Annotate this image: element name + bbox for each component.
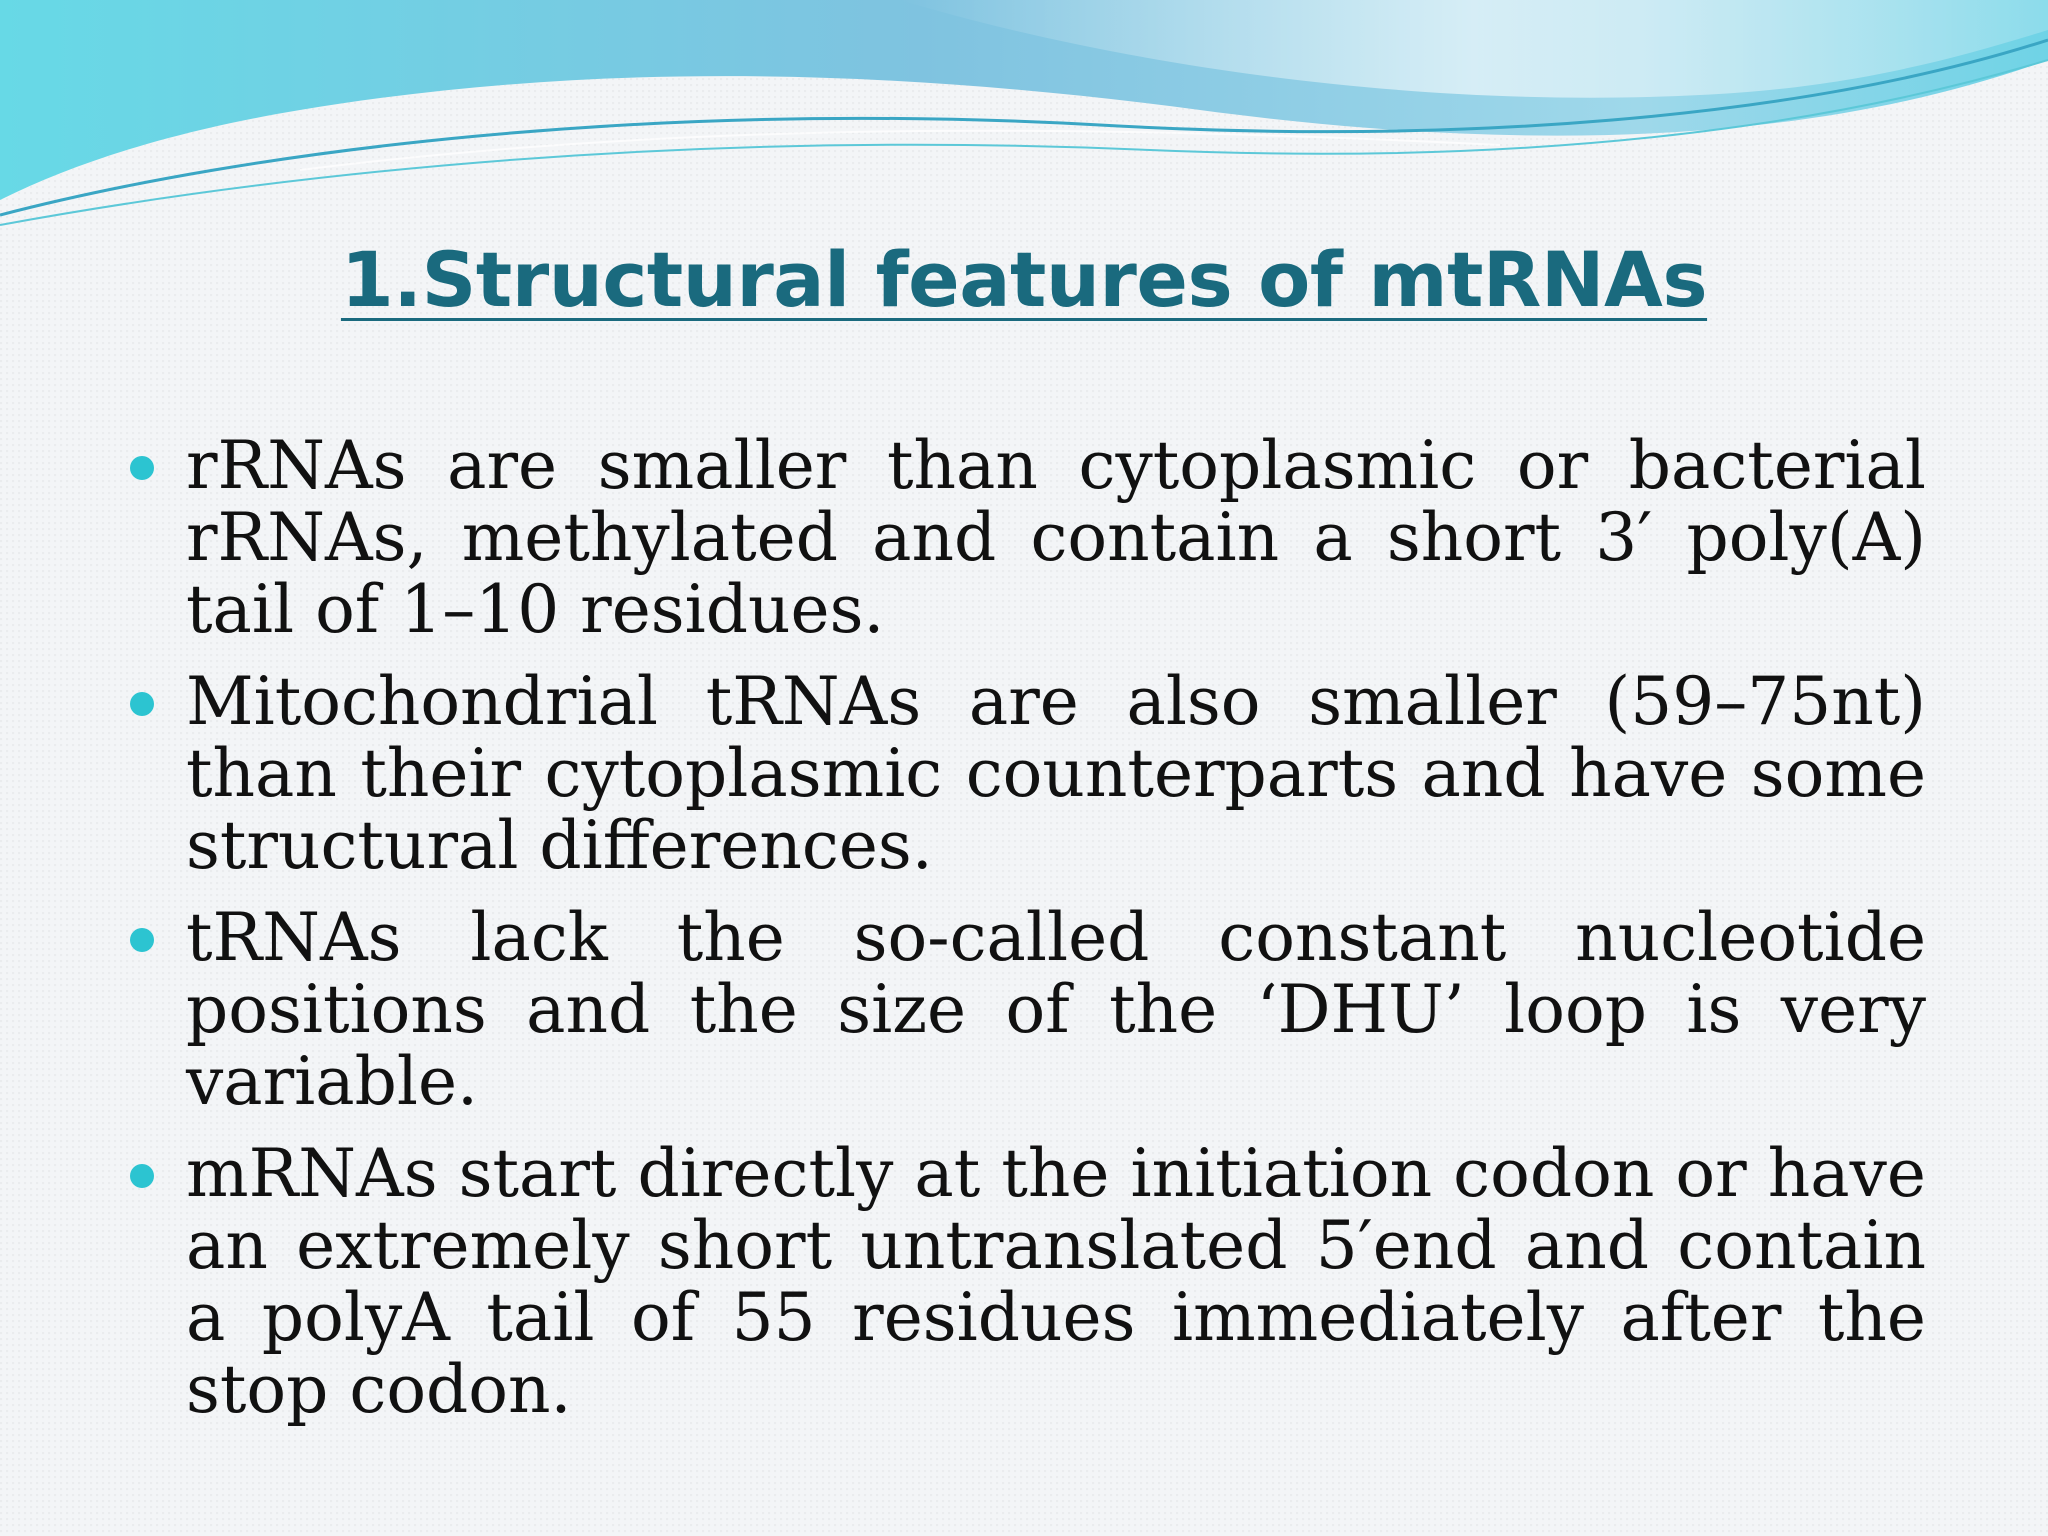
title-container [0, 235, 2048, 324]
bullet-text: mRNAs start directly at the initiation codon or have an extremely short untranslated 5′end and contain a polyA tail of 55 residues immediately after the stop codon. [186, 1135, 1926, 1428]
bullet-icon [130, 692, 154, 716]
bullet-item-4 [118, 1135, 1926, 1428]
bullet-icon [130, 1164, 154, 1188]
bullet-text: Mitochondrial tRNAs are also smaller (59–75nt) than their cytoplasmic counterparts and have some structural differences. [186, 663, 1926, 884]
bullet-item-3 [118, 899, 1926, 1120]
bullet-icon [130, 928, 154, 952]
bullet-item-2 [118, 663, 1926, 884]
bullet-list [118, 427, 1926, 1446]
header-wave-decoration [0, 0, 2048, 240]
bullet-text: rRNAs are smaller than cytoplasmic or bacterial rRNAs, methylated and contain a short 3′ poly(A) tail of 1–10 residues. [186, 427, 1926, 648]
bullet-icon [130, 456, 154, 480]
bullet-text: tRNAs lack the so-called constant nucleotide positions and the size of the ‘DHU’ loop is very variable. [186, 899, 1926, 1120]
slide-title: 1.Structural features of mtRNAs [340, 235, 1708, 324]
bullet-item-1 [118, 427, 1926, 648]
